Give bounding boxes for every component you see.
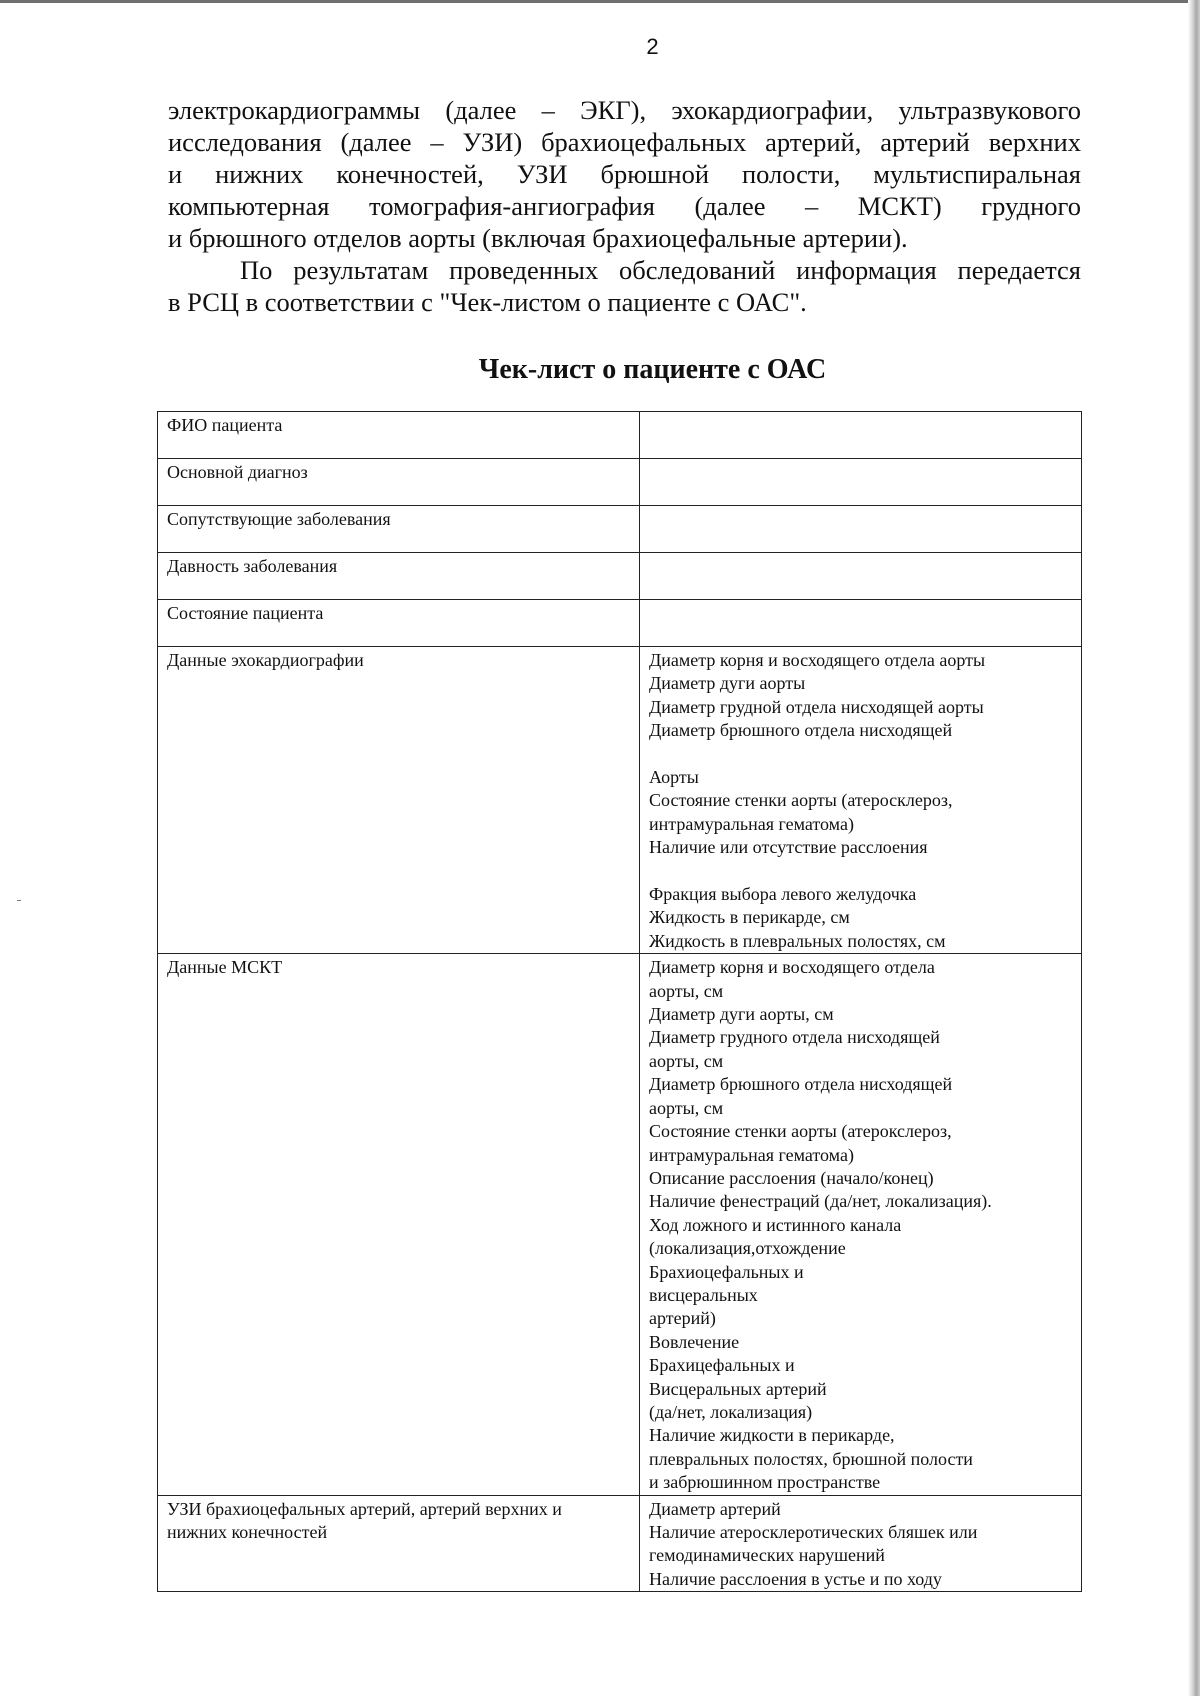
table-row xyxy=(158,1495,1082,1592)
detail-line: Аорты xyxy=(649,767,699,788)
table-row xyxy=(158,954,1082,1495)
scan-top-edge xyxy=(0,0,1200,3)
detail-line: Диаметр дуги аорты, см xyxy=(649,1004,834,1025)
detail-line: аорты, см xyxy=(649,1050,724,1071)
scan-speck xyxy=(17,900,21,901)
detail-line: Жидкость в перикарде, см xyxy=(649,907,850,928)
detail-line: Наличие атеросклеротических бляшек или xyxy=(649,1522,978,1542)
detail-line: Состояние стенки аорты (атерокслероз, xyxy=(649,1121,952,1142)
row-value-cell xyxy=(640,600,1082,647)
detail-line: Состояние стенки аорты (атеросклероз, xyxy=(649,790,953,811)
checklist-table xyxy=(157,411,1082,1592)
intro-paragraph-2 xyxy=(168,254,1081,318)
detail-line: Диаметр корня и восходящего отдела аорты xyxy=(649,650,986,670)
detail-line: Диаметр брюшного отдела нисходящей xyxy=(649,720,953,741)
row-label: Основной диагноз xyxy=(158,459,640,506)
page-number: 2 xyxy=(646,34,659,59)
label-line: нижних конечностей xyxy=(167,1522,328,1542)
text-line: в РСЦ в соответствии с "Чек-листом о пациенте с ОАС". xyxy=(168,287,807,317)
text-line: исследования (далее – УЗИ) брахиоцефальных артерий, артерий верхних xyxy=(168,127,1081,157)
table-row xyxy=(158,412,1082,459)
detail-line: висцеральных xyxy=(649,1284,758,1305)
detail-line: артерий) xyxy=(649,1308,716,1329)
row-value-cell xyxy=(640,459,1082,506)
detail-line: Брахиоцефальных и xyxy=(649,1261,804,1282)
detail-line: интрамуральная гематома) xyxy=(649,1144,854,1165)
detail-line: и забрюшинном пространстве xyxy=(649,1472,881,1493)
detail-line: плевральных полостях, брюшной полости xyxy=(649,1448,973,1469)
row-details xyxy=(640,647,1082,954)
row-label: Данные эхокардиографии xyxy=(158,647,640,954)
text-line: компьютерная томография-ангиография (далее – МСКТ) грудного xyxy=(168,191,1081,221)
detail-line: Диаметр дуги аорты xyxy=(649,673,806,694)
table-row xyxy=(158,506,1082,553)
detail-line: Описание расслоения (начало/конец) xyxy=(649,1167,934,1188)
detail-line: Наличие расслоения в устье и по ходу xyxy=(649,1568,942,1589)
detail-line: Диаметр артерий xyxy=(649,1498,781,1519)
text-line: По результатам проведенных обследований информация передается xyxy=(240,255,1081,285)
intro-paragraph-1 xyxy=(168,94,1081,254)
detail-line: аорты, см xyxy=(649,980,724,1001)
row-label: Сопутствующие заболевания xyxy=(158,506,640,553)
detail-line: Висцеральных артерий xyxy=(649,1378,827,1399)
row-value-cell xyxy=(640,506,1082,553)
row-label: ФИО пациента xyxy=(158,412,640,459)
row-label xyxy=(158,1495,640,1592)
text-line: и брюшного отделов аорты (включая брахиоцефальные артерии). xyxy=(168,223,908,253)
row-value-cell xyxy=(640,412,1082,459)
detail-line: Наличие фенестраций (да/нет, локализация). xyxy=(649,1191,992,1212)
detail-line: Наличие или отсутствие расслоения xyxy=(649,837,928,858)
detail-line: Брахицефальных и xyxy=(649,1355,795,1376)
detail-line: Наличие жидкости в перикарде, xyxy=(649,1425,895,1446)
detail-line: интрамуральная гематома) xyxy=(649,813,854,834)
row-label: Давность заболевания xyxy=(158,553,640,600)
detail-line: (локализация,отхождение xyxy=(649,1238,846,1259)
detail-line xyxy=(649,743,1072,766)
detail-line: Диаметр брюшного отдела нисходящей xyxy=(649,1074,953,1095)
detail-line: Ход ложного и истинного канала xyxy=(649,1214,902,1235)
detail-line xyxy=(649,860,1072,883)
scan-right-edge xyxy=(1188,0,1200,1696)
detail-line: Жидкость в плевральных полостях, см xyxy=(649,930,946,951)
label-line: УЗИ брахиоцефальных артерий, артерий верхних и xyxy=(167,1498,562,1519)
checklist-title: Чек-лист о пациенте с ОАС xyxy=(478,354,827,385)
table-row xyxy=(158,647,1082,954)
text-line: электрокардиограммы (далее – ЭКГ), эхокардиографии, ультразвукового xyxy=(168,95,1081,125)
table-row xyxy=(158,600,1082,647)
text-line: и нижних конечностей, УЗИ брюшной полости, мультиспиральная xyxy=(168,159,1081,189)
detail-line: Диаметр грудного отдела нисходящей xyxy=(649,1027,940,1048)
table-row xyxy=(158,553,1082,600)
row-label: Состояние пациента xyxy=(158,600,640,647)
table-row xyxy=(158,459,1082,506)
detail-line: аорты, см xyxy=(649,1097,724,1118)
detail-line: Диаметр грудной отдела нисходящей аорты xyxy=(649,696,984,717)
detail-line: Вовлечение xyxy=(649,1331,740,1352)
row-value-cell xyxy=(640,553,1082,600)
row-label: Данные МСКТ xyxy=(158,954,640,1495)
row-details xyxy=(640,1495,1082,1592)
detail-line: гемодинамических нарушений xyxy=(649,1545,885,1566)
row-details xyxy=(640,954,1082,1495)
detail-line: (да/нет, локализация) xyxy=(649,1401,813,1422)
detail-line: Фракция выбора левого желудочка xyxy=(649,884,917,905)
detail-line: Диаметр корня и восходящего отдела xyxy=(649,957,935,978)
